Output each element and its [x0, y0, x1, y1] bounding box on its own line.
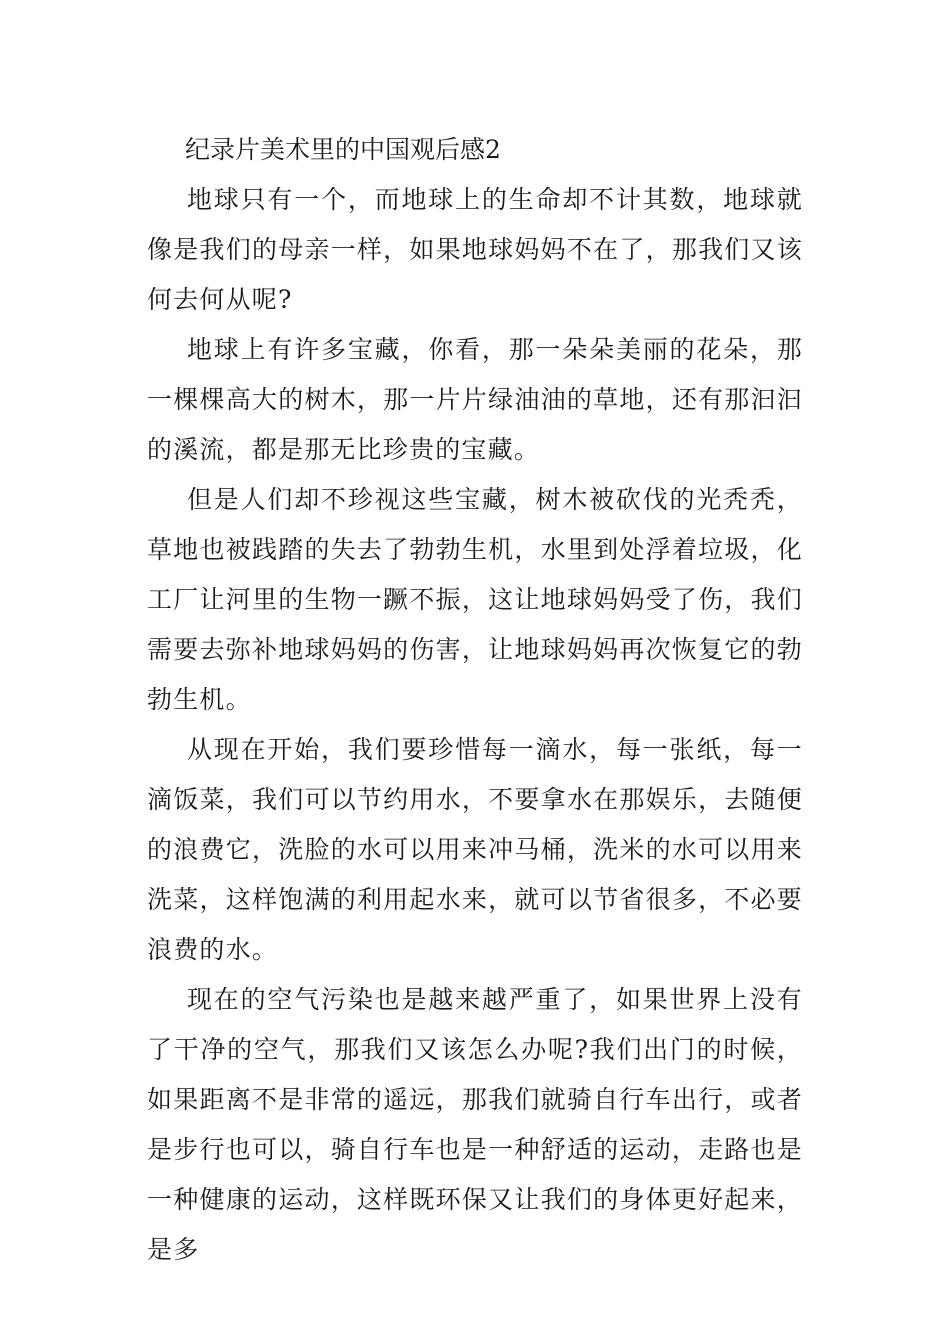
- paragraph-1: 地球只有一个，而地球上的生命却不计其数，地球就像是我们的母亲一样，如果地球妈妈不在了，那我们又该何去何从呢?: [147, 185, 803, 314]
- paragraph-3: 但是人们却不珍视这些宝藏，树木被砍伐的光秃秃，草地也被践踏的失去了勃勃生机，水里到处浮着垃圾，化工厂让河里的生物一蹶不振，这让地球妈妈受了伤，我们需要去弥补地球妈妈的伤害，让地球妈妈再次恢复它的勃勃生机。: [147, 485, 803, 714]
- document-title: 纪录片美术里的中国观后感2: [185, 135, 501, 164]
- paragraph-5: 现在的空气污染也是越来越严重了，如果世界上没有了干净的空气，那我们又该怎么办呢?我们出门的时候，如果距离不是非常的遥远，那我们就骑自行车出行，或者是步行也可以，骑自行车也是一种舒适的运动，走路也是一种健康的运动，这样既环保又让我们的身体更好起来，是多: [147, 985, 803, 1264]
- document-body: [147, 125, 803, 1275]
- paragraph-4: 从现在开始，我们要珍惜每一滴水，每一张纸，每一滴饭菜，我们可以节约用水，不要拿水在那娱乐，去随便的浪费它，洗脸的水可以用来冲马桶，洗米的水可以用来洗菜，这样饱满的利用起水来，就可以节省很多，不必要浪费的水。: [147, 735, 803, 964]
- paragraph-2: 地球上有许多宝藏，你看，那一朵朵美丽的花朵，那一棵棵高大的树木，那一片片绿油油的草地，还有那汩汩的溪流，都是那无比珍贵的宝藏。: [147, 335, 803, 464]
